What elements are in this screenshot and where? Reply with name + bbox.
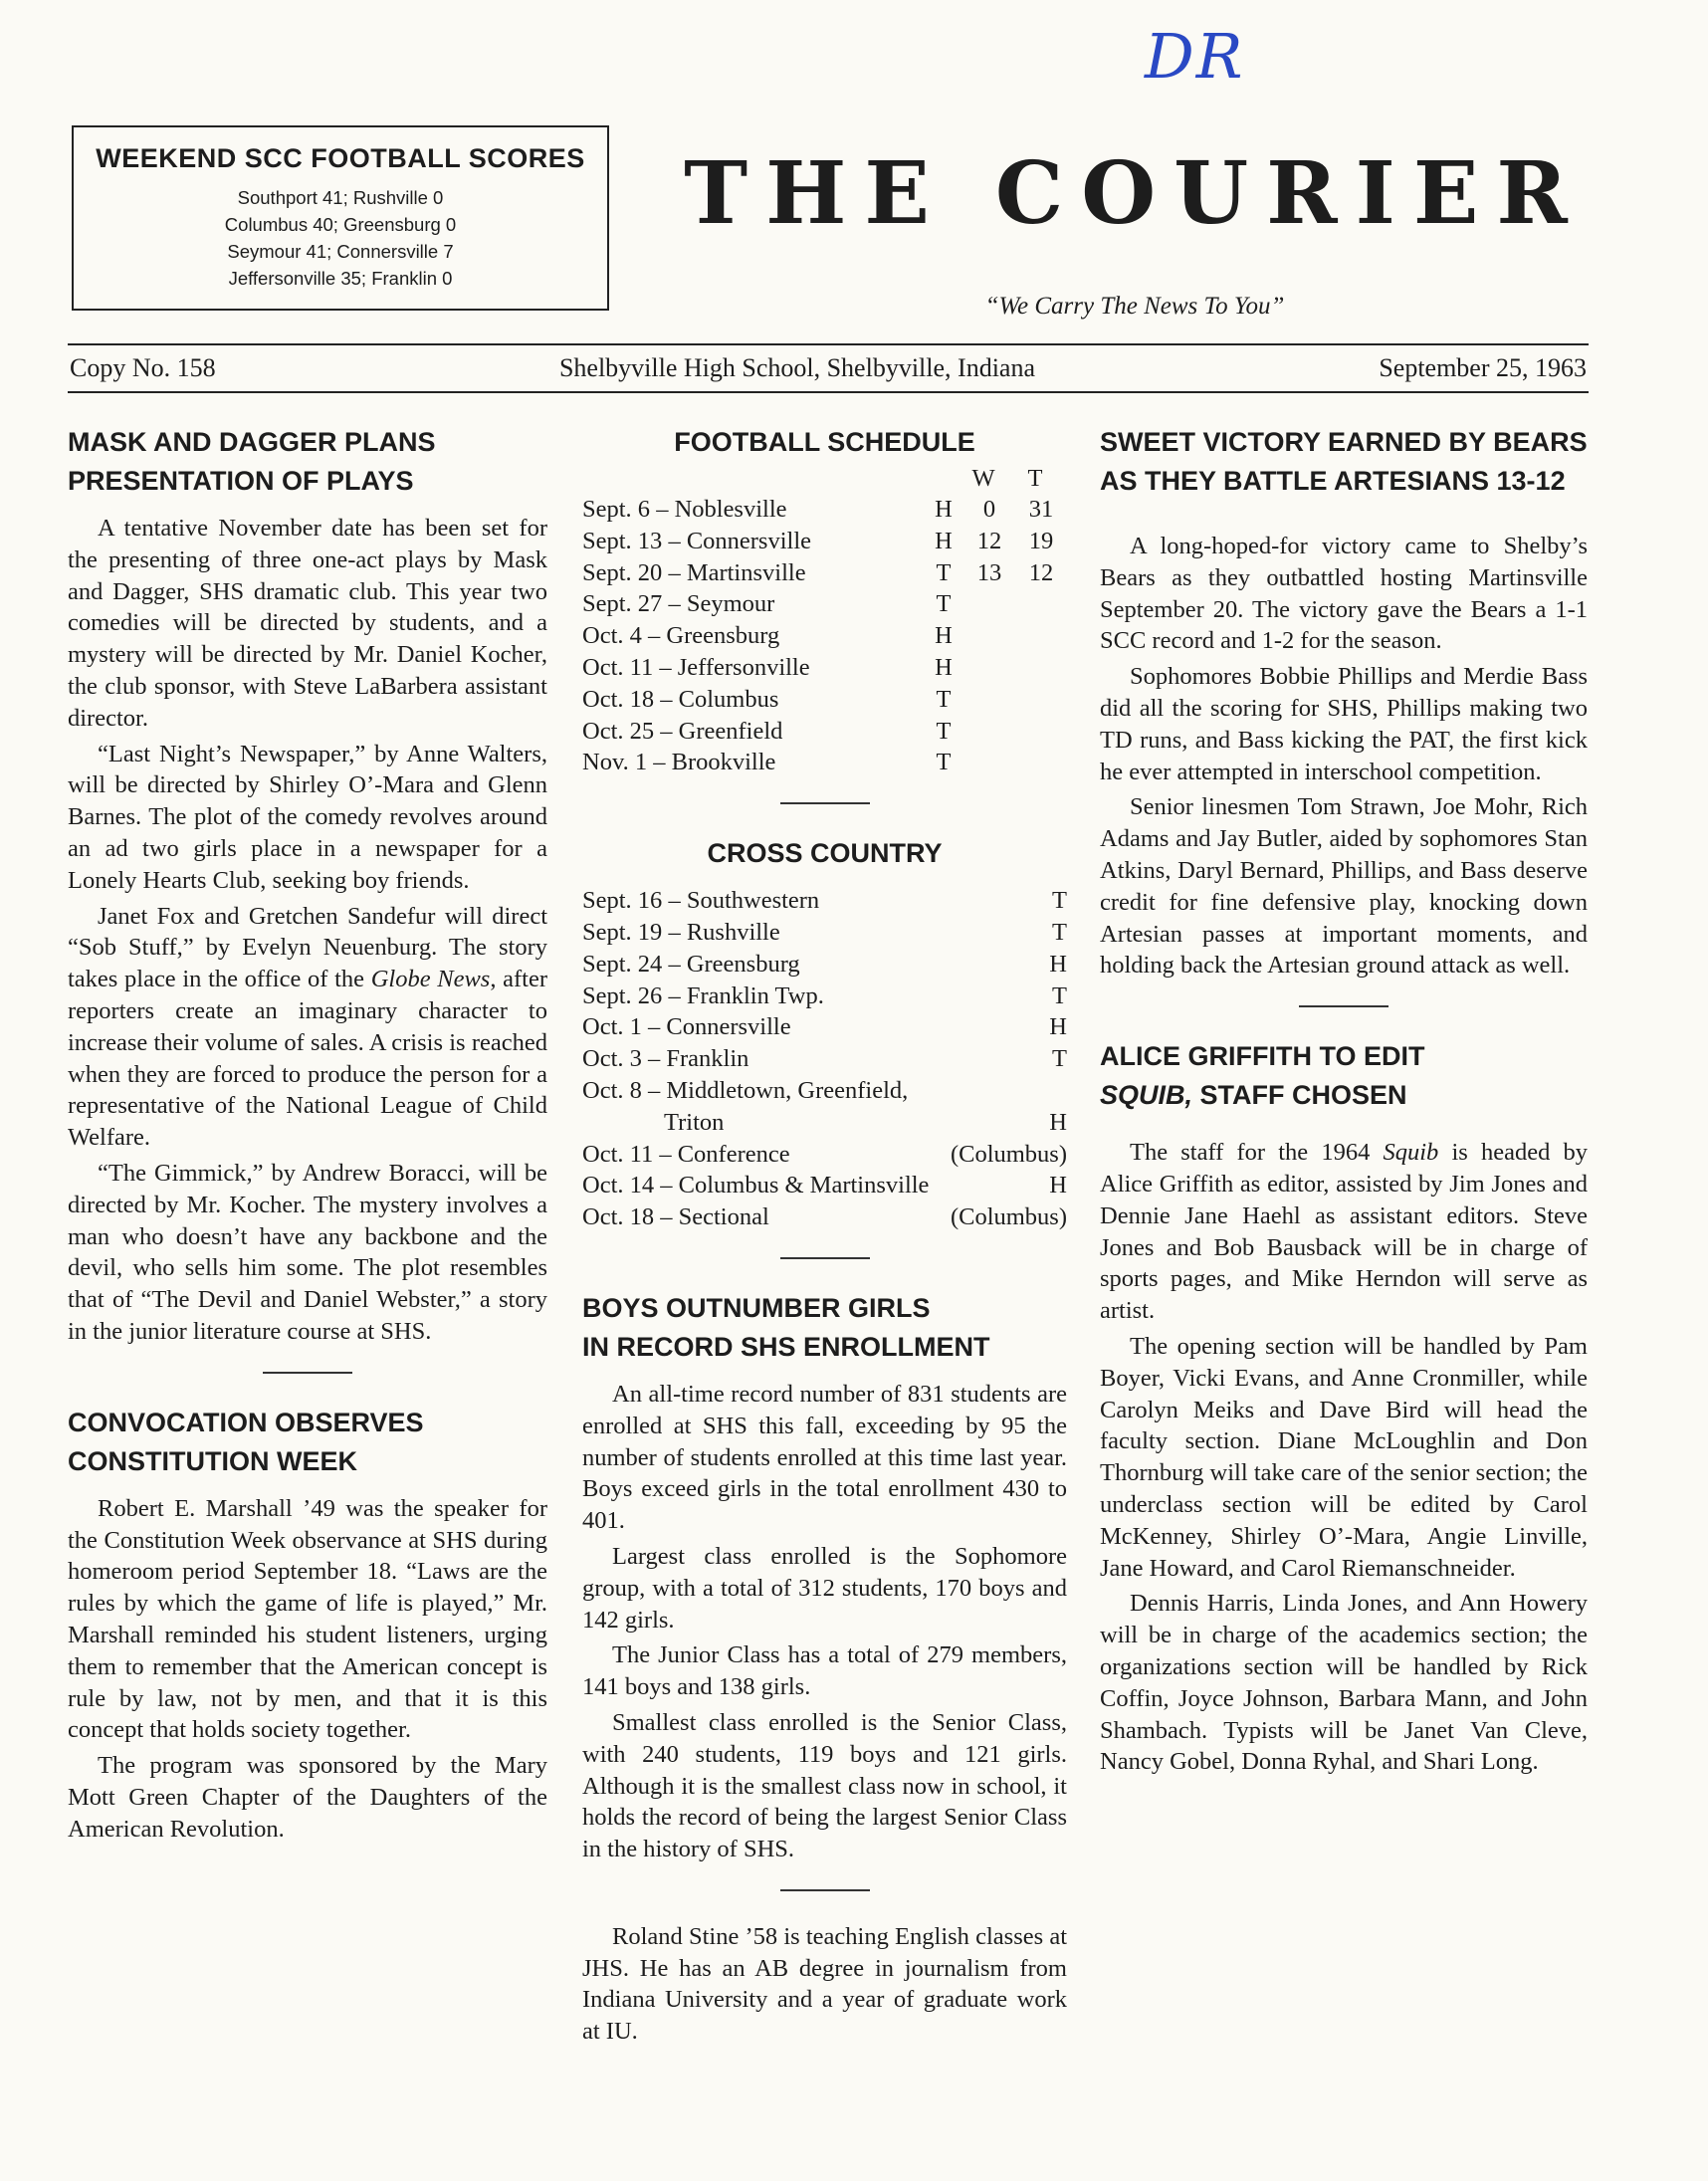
school-name: Shelbyville High School, Shelbyville, Indiana xyxy=(558,353,1035,382)
paragraph: Senior linesmen Tom Strawn, Joe Mohr, Rich Adams and Jay Butler, aided by sophomores Stan Atkins, Daryl Bernard, Phillips, and Bass deserve credit for fine defensive play, knocking down Artesian passes at important moments, and holding back the Artesian ground attack as well. xyxy=(1100,793,1588,980)
meet-matchup: Oct. 8 – Middletown, Greenfield, xyxy=(582,1076,909,1104)
game-matchup: Sept. 13 – Connersville xyxy=(582,527,812,554)
cross-country-title: CROSS COUNTRY xyxy=(707,838,943,869)
paragraph: The Junior Class has a total of 279 members, 141 boys and 138 girls. xyxy=(582,1641,1067,1701)
tagline: “We Carry The News To You” xyxy=(984,293,1285,320)
meet-site xyxy=(946,1075,1067,1107)
game-opponent: Jeffersonville xyxy=(677,653,810,681)
meet-date: Oct. 11 xyxy=(582,1140,654,1168)
game-score-w xyxy=(963,747,1015,778)
meet-opponent: Greensburg xyxy=(686,950,800,978)
game-date: Sept. 27 xyxy=(582,590,663,618)
game-opponent: Seymour xyxy=(686,590,775,618)
score-line: Jeffersonville 35; Franklin 0 xyxy=(228,268,453,289)
meet-site: T xyxy=(1052,887,1067,915)
left-column xyxy=(68,423,547,1849)
game-score-w: 0 xyxy=(982,496,996,523)
game-site: T xyxy=(936,685,952,713)
paragraph: The opening section will be handled by Pam Boyer, Vicki Evans, and Anne Cronmiller, while Carolyn Meiks and Dave Bird will head the faculty section. Diane McLoughlin and Don Thornburg will take care of the senior section; the underclass section will be edited by Carol McKenney, Shirley O’-Mara, Angie Linville, Jane Howard, and Carol Riemanschneider. xyxy=(1100,1332,1588,1582)
article-body xyxy=(1100,531,1588,981)
meet-opponent: Franklin xyxy=(666,1045,749,1073)
meet-opponent: Rushville xyxy=(686,918,780,946)
headline-line: MASK AND DAGGER PLANS xyxy=(68,427,436,457)
headline-italic: SQUIB, xyxy=(1100,1080,1193,1111)
meet-matchup: Oct. 11 – Conference xyxy=(582,1140,790,1168)
paragraph: “Last Night’s Newspaper,” by Anne Walters, will be directed by Shirley O’-Mara and Glenn Barnes. The plot of the comedy revolves around an ad two girls place in a newspaper for a Lonely Hearts Club, seeking boy friends. xyxy=(68,740,547,894)
paragraph: Janet Fox and Gretchen Sandefur will direct “Sob Stuff,” by Evelyn Neuenburg. The story takes place in the office of the Globe News, after reporters create an imaginary character to increase their volume of sales. A crisis is reached when they are forced to produce the person for a representative of the National League of Child Welfare. xyxy=(68,902,548,1152)
copy-number: Copy No. 158 xyxy=(70,353,216,382)
football-game-row xyxy=(582,526,1067,557)
game-matchup: Oct. 25 – Greenfield xyxy=(582,717,783,745)
meet-matchup: Sept. 26 – Franklin Twp. xyxy=(582,981,824,1009)
scores-list xyxy=(74,184,607,292)
cross-country-row xyxy=(582,917,1067,949)
meet-opponent: Connersville xyxy=(666,1013,791,1041)
cross-country-row xyxy=(582,1201,1067,1233)
football-game-row xyxy=(582,684,1067,716)
meet-site: H xyxy=(1049,1108,1067,1136)
cross-country-row xyxy=(582,1011,1067,1043)
headline-line: CONVOCATION OBSERVES xyxy=(68,1407,424,1437)
meet-opponent: Sectional xyxy=(678,1203,769,1231)
article-body xyxy=(68,513,547,1348)
headline-line: AS THEY BATTLE ARTESIANS 13-12 xyxy=(1100,466,1566,496)
football-schedule xyxy=(582,494,1067,778)
meet-site: H xyxy=(1049,1172,1067,1200)
header-t: T xyxy=(1027,465,1043,492)
game-score-t xyxy=(1015,652,1067,684)
football-game-row xyxy=(582,747,1067,778)
cross-country-row xyxy=(582,981,1067,1012)
article-headline xyxy=(582,1289,1067,1367)
score-line: Columbus 40; Greensburg 0 xyxy=(224,214,457,235)
separator xyxy=(780,802,870,804)
meet-date: Oct. 8 xyxy=(582,1076,642,1104)
game-site: H xyxy=(935,527,953,554)
headline-line: BOYS OUTNUMBER GIRLS xyxy=(582,1292,931,1323)
game-matchup: Sept. 27 – Seymour xyxy=(582,590,775,618)
game-score-w xyxy=(963,588,1015,620)
meet-opponent: Franklin Twp. xyxy=(686,981,824,1009)
meet-opponent: Southwestern xyxy=(686,887,820,915)
paragraph: Robert E. Marshall ’49 was the speaker for the Constitution Week observance at SHS during homeroom period September 18. “Laws are the rules by which the game of life is played,” Mr. Marshall reminded his student listeners, urging them to remember that the American concept is rule by law, not by men, and that it is this concept that holds society together. xyxy=(68,1494,547,1744)
game-score-t xyxy=(1015,620,1067,652)
middle-column xyxy=(582,423,1067,2052)
game-date: Oct. 18 xyxy=(582,685,655,713)
paragraph: A long-hoped-for victory came to Shelby’s Bears as they outbattled hosting Martinsville September 20. The victory gave the Bears a 1-1 SCC record and 1-2 for the season. xyxy=(1100,533,1588,655)
meet-date: Oct. 3 xyxy=(582,1045,642,1073)
masthead xyxy=(647,139,1622,321)
newspaper-title: THE COURIER xyxy=(684,143,1586,244)
game-site: T xyxy=(936,749,952,776)
game-date: Oct. 11 xyxy=(582,653,654,681)
game-site: H xyxy=(935,496,953,523)
paragraph: Largest class enrolled is the Sophomore group, with a total of 312 students, 170 boys and 142 girls. xyxy=(582,1542,1067,1634)
headline-line: SWEET VICTORY EARNED BY BEARS xyxy=(1100,427,1588,457)
game-matchup: Nov. 1 – Brookville xyxy=(582,749,776,776)
meet-date: Sept. 19 xyxy=(582,918,663,946)
game-score-w xyxy=(963,620,1015,652)
issue-date: September 25, 1963 xyxy=(1379,353,1587,382)
meet-matchup: Sept. 16 – Southwestern xyxy=(582,887,820,915)
meet-matchup: Sept. 19 – Rushville xyxy=(582,918,780,946)
game-date: Sept. 13 xyxy=(582,527,663,554)
football-schedule-title: FOOTBALL SCHEDULE xyxy=(674,427,975,457)
game-opponent: Noblesville xyxy=(674,496,787,523)
headline-line: CONSTITUTION WEEK xyxy=(68,1445,357,1476)
meet-date: Sept. 16 xyxy=(582,887,663,915)
paragraph: Dennis Harris, Linda Jones, and Ann Howery will be in charge of the academics section; the organizations section will be handled by Rick Coffin, Joyce Johnson, Barbara Mann, and John Shambach. Typists will be Janet Van Cleve, Nancy Gobel, Donna Ryhal, and Shari Long. xyxy=(1100,1590,1588,1776)
game-opponent: Connersville xyxy=(686,527,812,554)
football-game-row xyxy=(582,716,1067,748)
article-headline xyxy=(68,423,547,501)
football-game-row xyxy=(582,494,1067,526)
meet-matchup: Sept. 24 – Greensburg xyxy=(582,950,800,978)
header-w: W xyxy=(971,465,995,492)
game-opponent: Brookville xyxy=(671,749,776,776)
paragraph: “The Gimmick,” by Andrew Boracci, will be directed by Mr. Kocher. The mystery involves a man who doesn’t have any backbone and the devil, who sells him some. The plot resembles that of “The Devil and Daniel Webster,” a story in the junior literature course at SHS. xyxy=(68,1159,547,1345)
paragraph: The program was sponsored by the Mary Mott Green Chapter of the Daughters of the American Revolution. xyxy=(68,1752,547,1843)
meet-date: Oct. 1 xyxy=(582,1013,642,1041)
game-date: Nov. 1 xyxy=(582,749,648,776)
football-game-row xyxy=(582,652,1067,684)
game-score-t xyxy=(1015,684,1067,716)
meet-opponent: Columbus & Martinsville xyxy=(678,1172,930,1200)
separator xyxy=(1299,1005,1388,1007)
game-site: T xyxy=(936,590,952,618)
meet-matchup: Oct. 3 – Franklin xyxy=(582,1045,749,1073)
article-body xyxy=(582,1921,1067,2048)
score-line: Southport 41; Rushville 0 xyxy=(237,187,444,208)
meet-opponent: Conference xyxy=(677,1140,790,1168)
meet-matchup xyxy=(582,1107,946,1139)
cross-country-row xyxy=(582,885,1067,917)
cross-country-row xyxy=(582,1107,1067,1139)
paragraph: An all-time record number of 831 students are enrolled at SHS this fall, exceeding by 95 the number of students enrolled at this time last year. Boys exceed girls in the total enrollment 430 to 401. xyxy=(582,1380,1067,1535)
game-score-w: 13 xyxy=(976,558,1002,586)
game-score-w xyxy=(963,716,1015,748)
game-site: H xyxy=(935,653,953,681)
separator xyxy=(780,1889,870,1891)
article-body xyxy=(68,1493,547,1846)
cross-country-row xyxy=(582,1043,1067,1075)
football-game-row xyxy=(582,557,1067,589)
meet-site: (Columbus) xyxy=(950,1140,1067,1168)
game-date: Sept. 20 xyxy=(582,558,663,586)
game-score-w xyxy=(963,684,1015,716)
headline-line xyxy=(1100,1076,1588,1115)
game-score-t: 12 xyxy=(1028,558,1054,586)
game-score-t: 31 xyxy=(1028,496,1054,523)
game-site: H xyxy=(935,622,953,650)
football-game-row xyxy=(582,588,1067,620)
headline-line: IN RECORD SHS ENROLLMENT xyxy=(582,1331,990,1362)
game-opponent: Columbus xyxy=(678,685,779,713)
headline-line: PRESENTATION OF PLAYS xyxy=(68,466,414,496)
game-date: Sept. 6 xyxy=(582,496,651,523)
paragraph: A tentative November date has been set for the presenting of three one-act plays by Mask and Dagger, SHS dramatic club. This year two comedies will be directed by students, and a mystery will be directed by Mr. Daniel Kocher, the club sponsor, with Steve LaBarbera assistant director. xyxy=(68,515,547,732)
article-headline xyxy=(1100,423,1588,501)
game-matchup: Oct. 4 – Greensburg xyxy=(582,622,780,650)
game-opponent: Greensburg xyxy=(666,622,780,650)
game-score-w xyxy=(963,652,1015,684)
game-score-w: 12 xyxy=(976,527,1002,554)
paragraph: Sophomores Bobbie Phillips and Merdie Bass did all the scoring for SHS, Phillips making two TD runs, and Bass kicking the PAT, the first kick he ever attempted in interschool competition. xyxy=(1100,663,1588,785)
headline-rest: STAFF CHOSEN xyxy=(1192,1080,1407,1111)
win-tie-header xyxy=(582,464,1067,494)
game-opponent: Martinsville xyxy=(686,558,806,586)
article-body xyxy=(1100,1137,1588,1778)
game-score-t xyxy=(1015,716,1067,748)
cross-country-row xyxy=(582,1139,1067,1171)
article-body xyxy=(582,1379,1067,1865)
info-bar xyxy=(68,343,1589,393)
game-site: T xyxy=(936,558,952,586)
cross-country-schedule xyxy=(582,885,1067,1233)
cross-country-row xyxy=(582,1170,1067,1201)
game-score-t xyxy=(1015,747,1067,778)
meet-site: T xyxy=(1052,981,1067,1009)
meet-matchup: Oct. 14 – Columbus & Martinsville xyxy=(582,1172,930,1200)
paragraph: Smallest class enrolled is the Senior Class, with 240 students, 119 boys and 121 girls. Although it is the smallest class now in school, it holds the record of being the largest Senior Class in the history of SHS. xyxy=(582,1708,1067,1863)
article-headline xyxy=(1100,1037,1588,1115)
meet-date: Sept. 26 xyxy=(582,981,663,1009)
game-matchup: Sept. 20 – Martinsville xyxy=(582,558,806,586)
game-score-t xyxy=(1015,588,1067,620)
meet-site: (Columbus) xyxy=(950,1203,1067,1231)
headline-line: ALICE GRIFFITH TO EDIT xyxy=(1100,1041,1425,1072)
game-opponent: Greenfield xyxy=(678,717,783,745)
game-site: T xyxy=(936,717,952,745)
meet-site: T xyxy=(1052,1045,1067,1073)
game-matchup: Oct. 18 – Columbus xyxy=(582,685,779,713)
score-line: Seymour 41; Connersville 7 xyxy=(227,241,454,262)
cross-country-row xyxy=(582,949,1067,981)
meet-site: H xyxy=(1049,1013,1067,1041)
meet-date: Oct. 18 xyxy=(582,1203,655,1231)
meet-matchup: Oct. 18 – Sectional xyxy=(582,1203,769,1231)
paragraph: The staff for the 1964 Squib is headed by Alice Griffith as editor, assisted by Jim Jones and Dennie Jane Haehl as assistant editors. Steve Jones and Bob Bausback will be in charge of sports pages, and Mike Herndon will serve as artist. xyxy=(1100,1139,1588,1325)
cross-country-row xyxy=(582,1075,1067,1107)
separator xyxy=(263,1372,352,1374)
paragraph: Roland Stine ’58 is teaching English classes at JHS. He has an AB degree in journalism from Indiana University and a year of graduate work at IU. xyxy=(582,1922,1067,2046)
meet-matchup: Oct. 1 – Connersville xyxy=(582,1013,791,1041)
game-matchup: Sept. 6 – Noblesville xyxy=(582,496,787,523)
meet-date: Sept. 24 xyxy=(582,950,663,978)
meet-date: Oct. 14 xyxy=(582,1172,655,1200)
article-headline xyxy=(68,1404,547,1481)
separator xyxy=(780,1257,870,1259)
meet-opponent: Middletown, Greenfield, xyxy=(666,1076,909,1104)
meet-site: H xyxy=(1049,950,1067,978)
handwritten-annotation: DR xyxy=(1145,20,1245,93)
meet-site: T xyxy=(1052,918,1067,946)
game-score-t: 19 xyxy=(1028,527,1054,554)
scores-box xyxy=(72,125,609,311)
game-matchup: Oct. 11 – Jeffersonville xyxy=(582,653,810,681)
right-column xyxy=(1100,423,1588,1782)
scores-box-title: WEEKEND SCC FOOTBALL SCORES xyxy=(96,143,585,173)
game-date: Oct. 4 xyxy=(582,622,642,650)
meet-opponent: Triton xyxy=(664,1108,725,1136)
game-date: Oct. 25 xyxy=(582,717,655,745)
football-game-row xyxy=(582,620,1067,652)
